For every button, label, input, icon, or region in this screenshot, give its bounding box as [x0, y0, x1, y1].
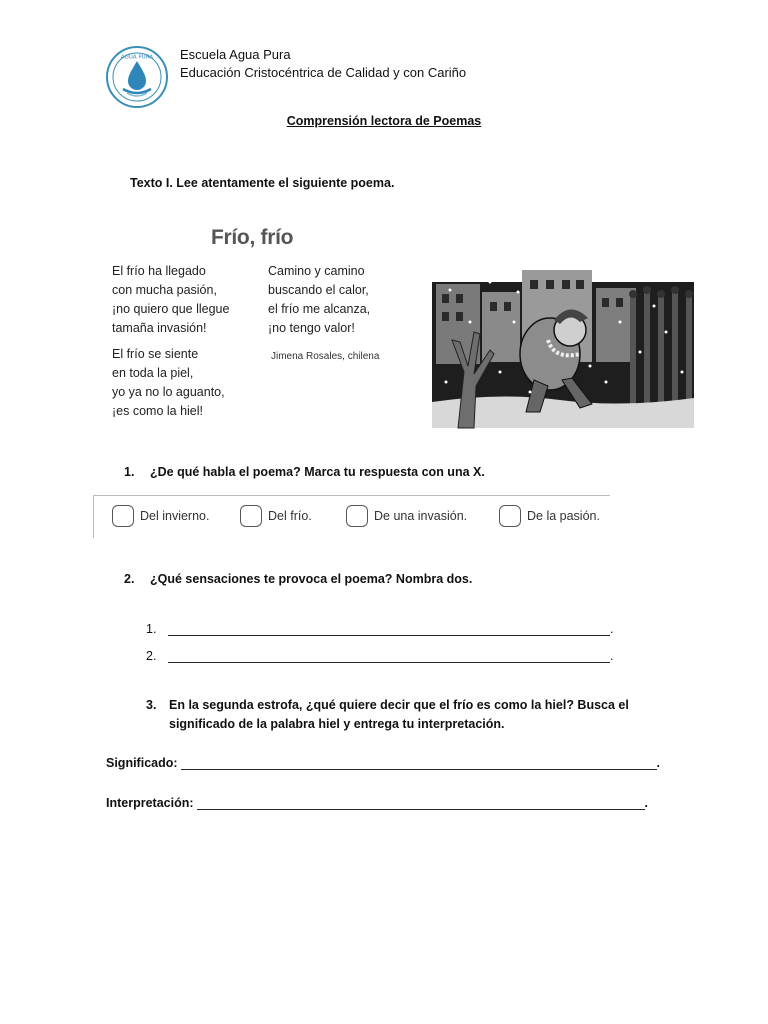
option-invasion[interactable]: [346, 505, 467, 527]
poem-author: Jimena Rosales, chilena: [271, 351, 380, 362]
poem-title: Frío, frío: [211, 226, 294, 249]
option-invierno[interactable]: [112, 505, 209, 527]
text-intro: Texto I. Lee atentamente el siguiente poema.: [130, 176, 395, 190]
line-end-mark: .: [644, 796, 648, 810]
option-label: De una invasión.: [374, 509, 468, 523]
line-end-mark: .: [610, 649, 614, 663]
question-3-text: En la segunda estrofa, ¿qué quiere decir que el frío es como la hiel? Busca el significado de la palabra hiel y entrega tu interpretación.: [169, 698, 629, 731]
answer-line-2[interactable]: [146, 648, 613, 663]
question-1-text: ¿De qué habla el poema? Marca tu respuesta con una X.: [150, 465, 485, 479]
line-end-mark: .: [656, 756, 661, 770]
option-pasion[interactable]: [499, 505, 600, 527]
poem-stanza-2: El frío se siente en toda la piel, yo ya no lo aguanto, ¡es como la hiel!: [112, 347, 225, 418]
question-1-number: 1.: [124, 465, 135, 479]
option-frio[interactable]: [240, 505, 312, 527]
checkbox-icon[interactable]: [346, 505, 368, 527]
winter-illustration: [430, 262, 694, 430]
answer-line-1[interactable]: [146, 621, 613, 636]
option-label: Del frío.: [268, 509, 312, 523]
poem-stanza-1: El frío ha llegado con mucha pasión, ¡no quiero que llegue tamaña invasión!: [112, 264, 230, 335]
interpretation-blank[interactable]: [197, 795, 645, 810]
question-3-number: 3.: [146, 698, 157, 712]
checkbox-icon[interactable]: [499, 505, 521, 527]
document-title: Comprensión lectora de Poemas: [286, 114, 482, 128]
interpretation-field[interactable]: [106, 795, 648, 810]
poem-stanza-3: Camino y camino buscando el calor, el frío me alcanza, ¡no tengo valor!: [268, 264, 371, 335]
meaning-label: Significado:: [106, 756, 178, 770]
option-label: De la pasión.: [527, 509, 600, 523]
question-2: [124, 572, 472, 586]
meaning-field[interactable]: [106, 755, 660, 770]
school-logo: [105, 45, 169, 109]
interpretation-label: Interpretación:: [106, 796, 194, 810]
line-end-mark: .: [610, 622, 614, 636]
checkbox-icon[interactable]: [112, 505, 134, 527]
answer-blank[interactable]: [168, 621, 610, 636]
answer-line-number: 2.: [146, 649, 157, 663]
option-label: Del invierno.: [140, 509, 210, 523]
answer-line-number: 1.: [146, 622, 157, 636]
question-2-text: ¿Qué sensaciones te provoca el poema? Nombra dos.: [150, 572, 473, 586]
school-motto: Educación Cristocéntrica de Calidad y con Cariño: [180, 65, 467, 80]
question-1: [124, 465, 485, 479]
checkbox-icon[interactable]: [240, 505, 262, 527]
answer-blank[interactable]: [168, 648, 610, 663]
question-2-number: 2.: [124, 572, 135, 586]
svg-text:AGUA PURA: AGUA PURA: [120, 54, 154, 61]
meaning-blank[interactable]: [181, 755, 657, 770]
school-name: Escuela Agua Pura: [180, 47, 291, 62]
question-3: [146, 696, 669, 734]
